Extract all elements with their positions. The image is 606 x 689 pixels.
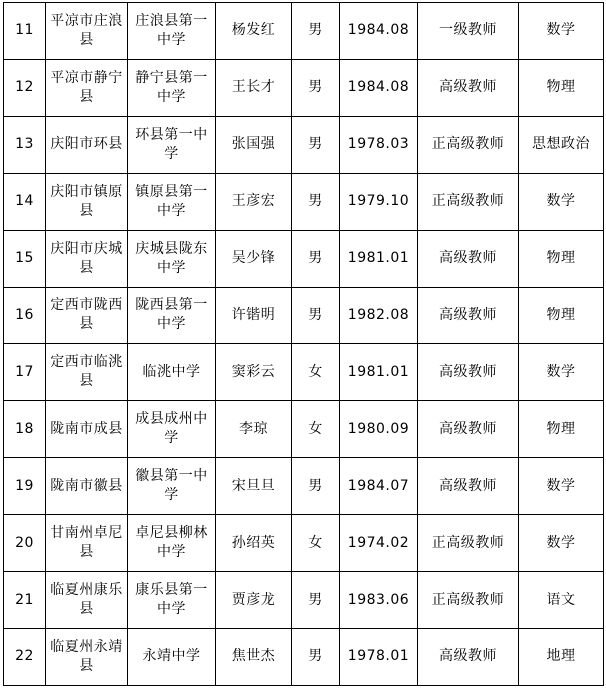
cell-gender: 男 — [292, 628, 340, 685]
cell-gender: 男 — [292, 572, 340, 629]
cell-gender: 女 — [292, 515, 340, 572]
cell-subject: 物理 — [519, 401, 604, 458]
cell-index: 16 — [4, 287, 46, 344]
table-row — [4, 116, 604, 173]
cell-subject: 物理 — [519, 230, 604, 287]
cell-region: 平凉市庄浪县 — [46, 3, 128, 60]
cell-index: 21 — [4, 572, 46, 629]
cell-region: 庆阳市庆城县 — [46, 230, 128, 287]
table-row — [4, 173, 604, 230]
cell-gender: 男 — [292, 116, 340, 173]
cell-name: 贾彦龙 — [216, 572, 292, 629]
cell-region: 甘南州卓尼县 — [46, 515, 128, 572]
table-row — [4, 3, 604, 60]
cell-birth: 1980.09 — [340, 401, 418, 458]
cell-region: 临夏州康乐县 — [46, 572, 128, 629]
cell-birth: 1984.07 — [340, 458, 418, 515]
cell-subject: 思想政治 — [519, 116, 604, 173]
cell-subject: 数学 — [519, 173, 604, 230]
cell-title: 正高级教师 — [418, 116, 519, 173]
teacher-roster-table — [3, 2, 604, 686]
cell-subject: 语文 — [519, 572, 604, 629]
cell-index: 19 — [4, 458, 46, 515]
cell-school: 环县第一中学 — [128, 116, 216, 173]
cell-title: 正高级教师 — [418, 173, 519, 230]
cell-gender: 女 — [292, 344, 340, 401]
cell-gender: 男 — [292, 3, 340, 60]
table-row — [4, 515, 604, 572]
cell-index: 18 — [4, 401, 46, 458]
cell-name: 窦彩云 — [216, 344, 292, 401]
cell-birth: 1974.02 — [340, 515, 418, 572]
cell-school: 庆城县陇东中学 — [128, 230, 216, 287]
cell-birth: 1984.08 — [340, 59, 418, 116]
cell-subject: 物理 — [519, 287, 604, 344]
cell-school: 陇西县第一中学 — [128, 287, 216, 344]
cell-name: 许锴明 — [216, 287, 292, 344]
cell-birth: 1981.01 — [340, 230, 418, 287]
cell-title: 高级教师 — [418, 458, 519, 515]
cell-subject: 数学 — [519, 3, 604, 60]
cell-name: 王彦宏 — [216, 173, 292, 230]
cell-school: 临洮中学 — [128, 344, 216, 401]
cell-school: 徽县第一中学 — [128, 458, 216, 515]
cell-title: 正高级教师 — [418, 515, 519, 572]
cell-school: 镇原县第一中学 — [128, 173, 216, 230]
cell-name: 杨发红 — [216, 3, 292, 60]
cell-birth: 1983.06 — [340, 572, 418, 629]
cell-title: 高级教师 — [418, 628, 519, 685]
cell-name: 王长才 — [216, 59, 292, 116]
cell-region: 定西市临洮县 — [46, 344, 128, 401]
cell-name: 宋旦旦 — [216, 458, 292, 515]
cell-gender: 男 — [292, 173, 340, 230]
cell-birth: 1978.03 — [340, 116, 418, 173]
cell-school: 永靖中学 — [128, 628, 216, 685]
cell-name: 李琼 — [216, 401, 292, 458]
cell-school: 庄浪县第一中学 — [128, 3, 216, 60]
table-row — [4, 287, 604, 344]
cell-school: 康乐县第一中学 — [128, 572, 216, 629]
cell-index: 15 — [4, 230, 46, 287]
cell-gender: 男 — [292, 458, 340, 515]
table-row — [4, 344, 604, 401]
cell-region: 定西市陇西县 — [46, 287, 128, 344]
cell-subject: 数学 — [519, 344, 604, 401]
cell-region: 陇南市成县 — [46, 401, 128, 458]
cell-title: 正高级教师 — [418, 572, 519, 629]
cell-title: 高级教师 — [418, 344, 519, 401]
table-row — [4, 401, 604, 458]
cell-region: 庆阳市环县 — [46, 116, 128, 173]
cell-name: 孙绍英 — [216, 515, 292, 572]
cell-birth: 1982.08 — [340, 287, 418, 344]
cell-name: 吴少锋 — [216, 230, 292, 287]
cell-school: 卓尼县柳林中学 — [128, 515, 216, 572]
cell-subject: 数学 — [519, 458, 604, 515]
table-row — [4, 458, 604, 515]
table-body — [4, 3, 604, 686]
cell-region: 平凉市静宁县 — [46, 59, 128, 116]
cell-gender: 女 — [292, 401, 340, 458]
table-row — [4, 59, 604, 116]
table-row — [4, 230, 604, 287]
cell-birth: 1978.01 — [340, 628, 418, 685]
cell-region: 庆阳市镇原县 — [46, 173, 128, 230]
table-row — [4, 628, 604, 685]
cell-school: 成县成州中学 — [128, 401, 216, 458]
cell-school: 静宁县第一中学 — [128, 59, 216, 116]
cell-subject: 地理 — [519, 628, 604, 685]
cell-subject: 数学 — [519, 515, 604, 572]
cell-title: 高级教师 — [418, 401, 519, 458]
cell-title: 高级教师 — [418, 230, 519, 287]
cell-gender: 男 — [292, 59, 340, 116]
cell-region: 陇南市徽县 — [46, 458, 128, 515]
cell-birth: 1981.01 — [340, 344, 418, 401]
cell-title: 高级教师 — [418, 59, 519, 116]
cell-index: 12 — [4, 59, 46, 116]
cell-birth: 1984.08 — [340, 3, 418, 60]
cell-name: 张国强 — [216, 116, 292, 173]
cell-index: 22 — [4, 628, 46, 685]
cell-gender: 男 — [292, 287, 340, 344]
cell-index: 13 — [4, 116, 46, 173]
cell-region: 临夏州永靖县 — [46, 628, 128, 685]
cell-index: 17 — [4, 344, 46, 401]
cell-birth: 1979.10 — [340, 173, 418, 230]
cell-gender: 男 — [292, 230, 340, 287]
cell-title: 一级教师 — [418, 3, 519, 60]
table-row — [4, 572, 604, 629]
cell-subject: 物理 — [519, 59, 604, 116]
cell-name: 焦世杰 — [216, 628, 292, 685]
cell-title: 高级教师 — [418, 287, 519, 344]
cell-index: 11 — [4, 3, 46, 60]
cell-index: 14 — [4, 173, 46, 230]
cell-index: 20 — [4, 515, 46, 572]
